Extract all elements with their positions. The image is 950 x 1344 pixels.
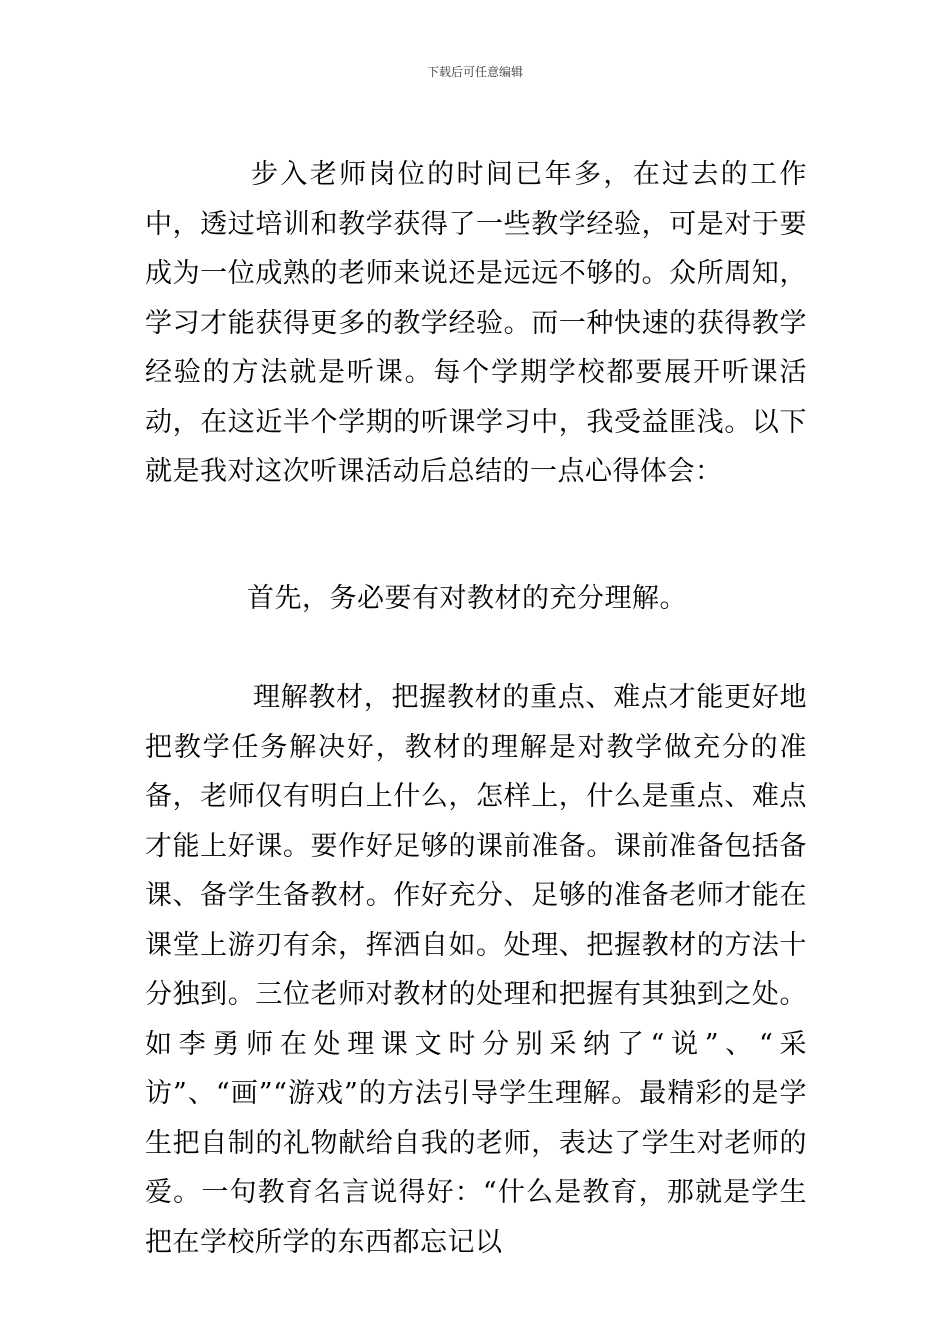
paragraph-textbook-understanding: 理解教材，把握教材的重点、难点才能更好地把教学任务解决好，教材的理解是对教学做充分的准备，老师仅有明白上什么，怎样上，什么是重点、难点才能上好课。要作好足够的课前准备。课前准备包括备课、备学生备教材。作好充分、足够的准备老师才能在课堂上游刃有余，挥洒自如。处理、把握教材的方法十分独到。三位老师对教材的处理和把握有其独到之处。如李勇师在处理课文时分别采纳了“说”、“采访”、“画”“游戏”的方法引导学生理解。最精彩的是学生把自制的礼物献给自我的老师，表达了学生对老师的爱。一句教育名言说得好：“什么是教育，那就是学生把在学校所学的东西都忘记以 xyxy=(145,682,807,1258)
paragraph-heading-first: 首先，务必要有对教材的充分理解。 xyxy=(247,583,687,614)
page-header: 下载后可任意编辑 xyxy=(426,65,523,79)
paragraph-intro: 步入老师岗位的时间已年多，在过去的工作中，透过培训和教学获得了一些教学经验，可是对于要成为一位成熟的老师来说还是远远不够的。众所周知，学习才能获得更多的教学经验。而一种快速的获得教学经验的方法就是听课。每个学期学校都要展开听课活动，在这近半个学期的听课学习中，我受益匪浅。以下就是我对这次听课活动后总结的一点心得体会： xyxy=(145,159,807,487)
